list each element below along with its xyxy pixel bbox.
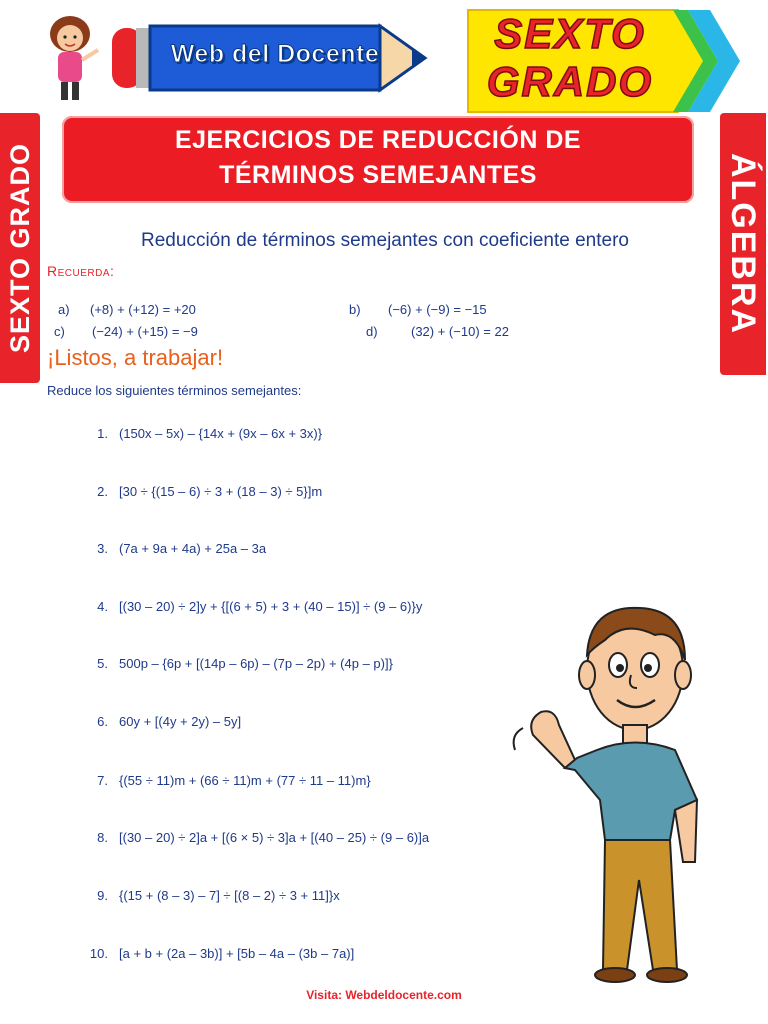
reminder-label: c) <box>54 324 65 339</box>
exercise-expression: {(15 + (8 – 3) – 7] ÷ [(8 – 2) ÷ 3 + 11]}x <box>119 888 340 903</box>
reminder-label: b) <box>349 302 361 317</box>
subtitle: Reducción de términos semejantes con coeficiente entero <box>141 230 629 251</box>
badge-line-2: GRADO <box>486 58 654 105</box>
recuerda-heading: Recuerda: <box>47 263 115 279</box>
exercise-expression: {(55 ÷ 11)m + (66 ÷ 11)m + (77 ÷ 11 – 11)m} <box>119 773 371 788</box>
side-banner-right-label: ÁLGEBRA <box>724 152 762 336</box>
exercise-number: 1. <box>97 426 108 441</box>
exercise-expression: [(30 – 20) ÷ 2]y + {[(6 + 5) + 3 + (40 – 15)] ÷ (9 – 6)}y <box>119 599 423 614</box>
title-line-1: EJERCICIOS DE REDUCCIÓN DE <box>174 126 582 154</box>
side-banner-left-label: SEXTO GRADO <box>5 142 35 354</box>
boy-illustration <box>505 600 720 985</box>
reminder-expr: (32) + (−10) = 22 <box>411 324 509 339</box>
exercise-expression: 500p – {6p + [(14p – 6p) – (7p – 2p) + (4p – p)]} <box>119 656 393 671</box>
exercise-number: 3. <box>97 541 108 556</box>
instruction-text: Reduce los siguientes términos semejantes: <box>47 383 302 398</box>
brand-name: Web del Docente <box>170 40 380 68</box>
title-line-2: TÉRMINOS SEMEJANTES <box>219 161 537 189</box>
exercise-expression: 60y + [(4y + 2y) – 5y] <box>119 714 242 729</box>
exercise-number: 7. <box>97 773 108 788</box>
exercise-number: 9. <box>97 888 108 903</box>
reminder-expr: (−6) + (−9) = −15 <box>388 302 487 317</box>
exercise-number: 5. <box>97 656 108 671</box>
exercise-number: 2. <box>97 484 108 499</box>
exercise-number: 8. <box>97 830 108 845</box>
exercise-number: 10. <box>89 946 108 961</box>
exercise-number: 6. <box>97 714 108 729</box>
side-banner-left <box>0 113 40 383</box>
reminder-expr: (+8) + (+12) = +20 <box>90 302 196 317</box>
footer-link[interactable]: Visita: Webdeldocente.com <box>306 988 462 1002</box>
reminder-label: d) <box>366 324 378 339</box>
exercise-number: 4. <box>97 599 108 614</box>
exercise-expression: [a + b + (2a – 3b)] + [5b – 4a – (3b – 7a)] <box>119 946 355 961</box>
listos-heading: ¡Listos, a trabajar! <box>47 345 224 370</box>
exercise-expression: (7a + 9a + 4a) + 25a – 3a <box>119 541 267 556</box>
exercise-expression: (150x – 5x) – {14x + (9x – 6x + 3x)} <box>119 426 323 441</box>
teacher-illustration <box>40 10 100 105</box>
reminder-label: a) <box>58 302 70 317</box>
reminder-expr: (−24) + (+15) = −9 <box>92 324 198 339</box>
exercise-expression: [(30 – 20) ÷ 2]a + [(6 × 5) ÷ 3]a + [(40 – 25) ÷ (9 – 6)]a <box>119 830 430 845</box>
title-box <box>62 116 694 203</box>
badge-line-1: SEXTO <box>494 10 646 57</box>
exercise-expression: [30 ÷ {(15 – 6) ÷ 3 + (18 – 3) ÷ 5}]m <box>119 484 323 499</box>
